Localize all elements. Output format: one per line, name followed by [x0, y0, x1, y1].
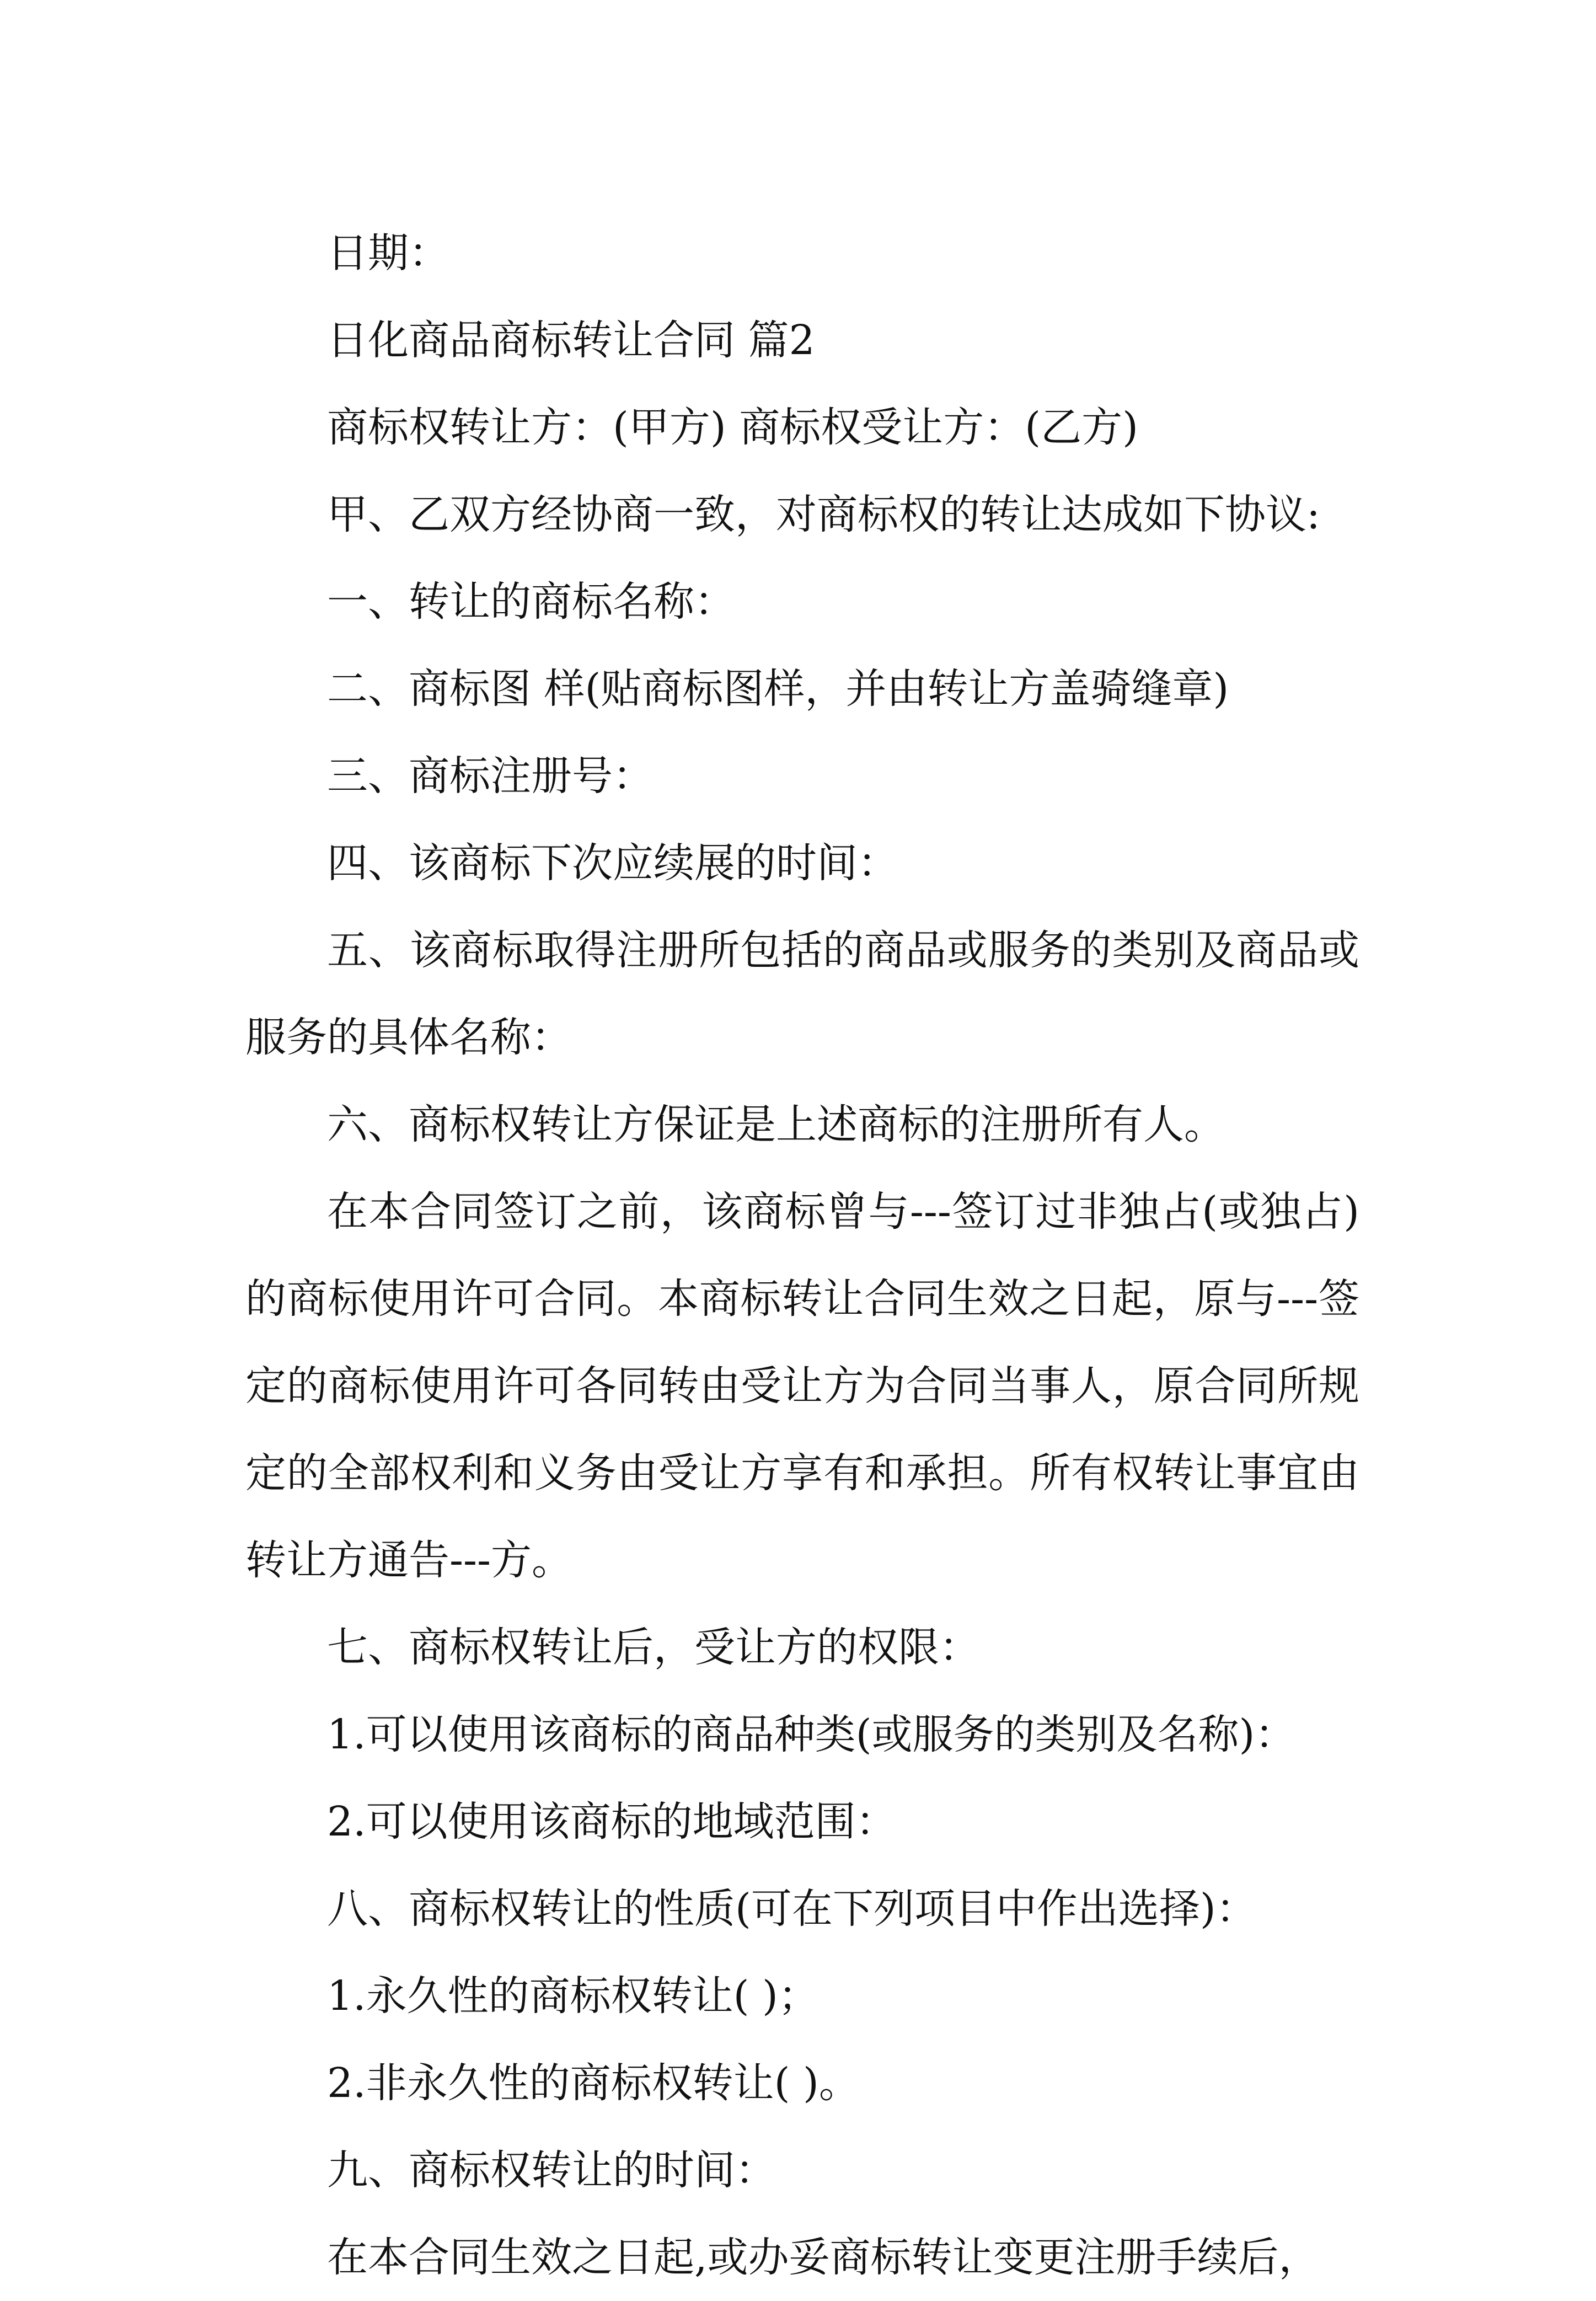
clause-5: 五、该商标取得注册所包括的商品或服务的类别及商品或服务的具体名称：: [245, 927, 1359, 1061]
clause-6: 六、商标权转让方保证是上述商标的注册所有人。: [327, 1101, 1225, 1148]
contract-heading: 日化商品商标转让合同 篇2: [327, 317, 815, 364]
clause-7: 七、商标权转让后，受让方的权限：: [327, 1624, 980, 1671]
clause-7-item-1: 1.可以使用该商标的商品种类(或服务的类别及名称)：: [327, 1711, 1296, 1758]
clause-9: 九、商标权转让的时间：: [327, 2147, 776, 2194]
clause-7-item-2: 2.可以使用该商标的地域范围：: [327, 1798, 897, 1845]
license-paragraph: 在本合同签订之前，该商标曾与---签订过非独占(或独占)的商标使用许可合同。本商标转让合同生效之日起，原与---签定的商标使用许可各同转由受让方为合同当事人，原合同所规定的全部权利和义务由受让方享有和承担。所有权转让事宜由转让方通告---方。: [245, 1188, 1359, 1584]
clause-8-item-1: 1.永久性的商标权转让( )；: [327, 1972, 819, 2020]
agreement-intro: 甲、乙双方经协商一致，对商标权的转让达成如下协议:: [327, 491, 1320, 538]
clause-3: 三、商标注册号：: [327, 752, 654, 800]
clause-1: 一、转让的商标名称：: [327, 578, 735, 625]
date-line: 日期：: [327, 229, 449, 277]
clause-9-text: 在本合同生效之日起,或办妥商标转让变更注册手续后，: [327, 2234, 1320, 2281]
clause-4: 四、该商标下次应续展的时间：: [327, 839, 898, 887]
clause-8-item-2: 2.非永久性的商标权转让( )。: [327, 2059, 860, 2107]
clause-8: 八、商标权转让的性质(可在下列项目中作出选择)：: [327, 1885, 1257, 1933]
clause-2: 二、商标图 样(贴商标图样，并由转让方盖骑缝章): [327, 665, 1229, 713]
parties-line: 商标权转让方：(甲方) 商标权受让方：(乙方): [327, 404, 1139, 451]
document-body: [245, 210, 1359, 2301]
